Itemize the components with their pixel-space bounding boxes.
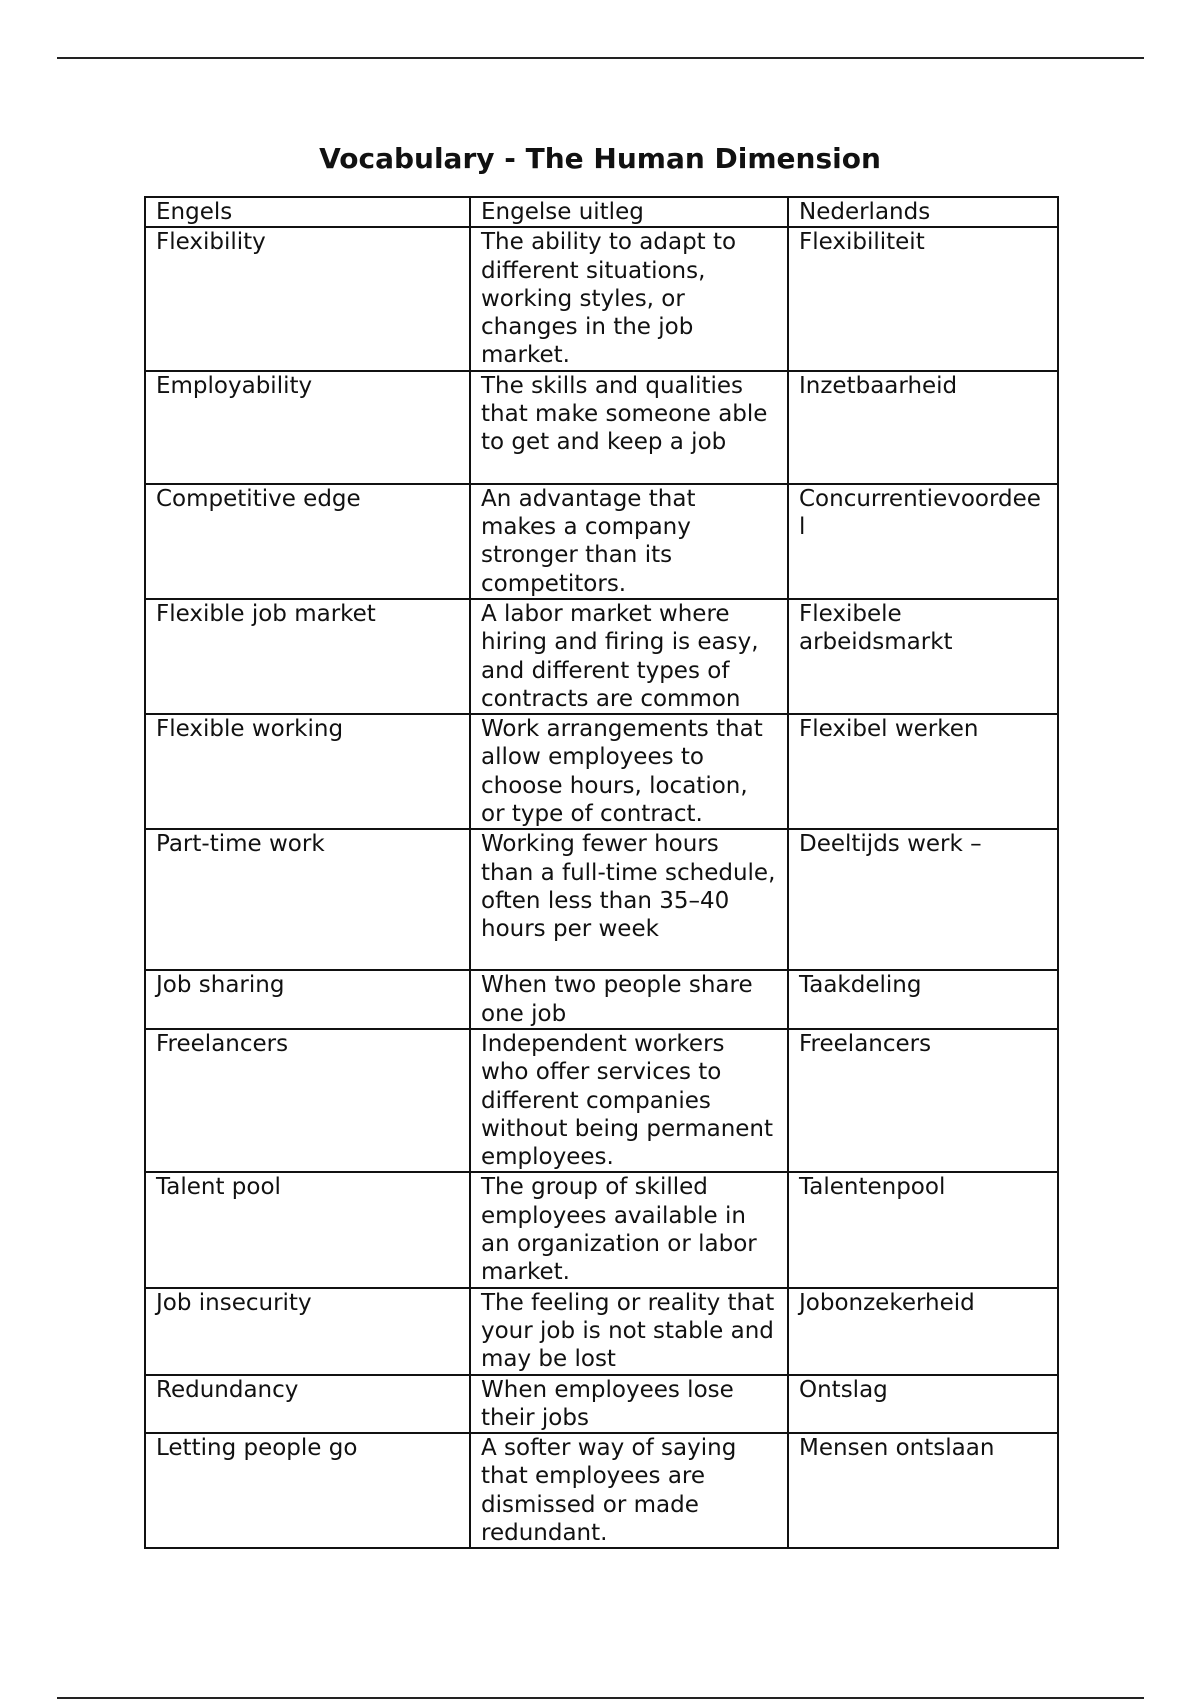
table-row	[145, 1288, 1058, 1375]
cell-explanation: The feeling or reality that your job is not stable and may be lost	[470, 1288, 788, 1375]
cell-dutch: Taakdeling	[788, 970, 1058, 1029]
cell-english: Flexible working	[145, 714, 470, 829]
cell-dutch: Talentenpool	[788, 1172, 1058, 1287]
table-row	[145, 1433, 1058, 1548]
table-row	[145, 1375, 1058, 1434]
cell-dutch: Flexibele arbeidsmarkt	[788, 599, 1058, 714]
table-row	[145, 714, 1058, 829]
cell-explanation: The skills and qualities that make someone able to get and keep a job	[470, 371, 788, 484]
document-title: Vocabulary - The Human Dimension	[319, 142, 881, 175]
cell-english: Part-time work	[145, 829, 470, 970]
cell-explanation: An advantage that makes a company stronger than its competitors.	[470, 484, 788, 599]
cell-english: Letting people go	[145, 1433, 470, 1548]
cell-english: Flexible job market	[145, 599, 470, 714]
table-row	[145, 1172, 1058, 1287]
cell-english: Competitive edge	[145, 484, 470, 599]
table-header-row	[145, 197, 1058, 227]
cell-english: Redundancy	[145, 1375, 470, 1434]
cell-dutch: Deeltijds werk –	[788, 829, 1058, 970]
table-row	[145, 829, 1058, 970]
cell-explanation: When two people share one job	[470, 970, 788, 1029]
cell-explanation: The group of skilled employees available in an organization or labor market.	[470, 1172, 788, 1287]
cell-dutch: Freelancers	[788, 1029, 1058, 1172]
cell-english: Job sharing	[145, 970, 470, 1029]
cell-english: Job insecurity	[145, 1288, 470, 1375]
cell-dutch: Jobonzekerheid	[788, 1288, 1058, 1375]
vocabulary-table	[144, 196, 1059, 1549]
footer-rule	[57, 1697, 1144, 1699]
table-row	[145, 1029, 1058, 1172]
table-row	[145, 371, 1058, 484]
cell-english: Flexibility	[145, 227, 470, 370]
cell-english: Employability	[145, 371, 470, 484]
cell-dutch: Flexibiliteit	[788, 227, 1058, 370]
cell-explanation: Work arrangements that allow employees to choose hours, location, or type of contract.	[470, 714, 788, 829]
cell-dutch: Mensen ontslaan	[788, 1433, 1058, 1548]
table-row	[145, 227, 1058, 370]
cell-explanation: Independent workers who offer services to different companies without being permanent employees.	[470, 1029, 788, 1172]
table-row	[145, 599, 1058, 714]
table-row	[145, 970, 1058, 1029]
column-header-dutch: Nederlands	[788, 197, 1058, 227]
column-header-english: Engels	[145, 197, 470, 227]
cell-explanation: The ability to adapt to different situations, working styles, or changes in the job market.	[470, 227, 788, 370]
cell-dutch: Concurrentievoordeel	[788, 484, 1058, 599]
cell-explanation: Working fewer hours than a full-time schedule, often less than 35–40 hours per week	[470, 829, 788, 970]
table-row	[145, 484, 1058, 599]
cell-dutch: Inzetbaarheid	[788, 371, 1058, 484]
column-header-explanation: Engelse uitleg	[470, 197, 788, 227]
cell-explanation: When employees lose their jobs	[470, 1375, 788, 1434]
header-rule	[57, 57, 1144, 59]
cell-english: Freelancers	[145, 1029, 470, 1172]
cell-dutch: Ontslag	[788, 1375, 1058, 1434]
cell-explanation: A labor market where hiring and firing is easy, and different types of contracts are common	[470, 599, 788, 714]
cell-english: Talent pool	[145, 1172, 470, 1287]
cell-dutch: Flexibel werken	[788, 714, 1058, 829]
cell-explanation: A softer way of saying that employees are dismissed or made redundant.	[470, 1433, 788, 1548]
